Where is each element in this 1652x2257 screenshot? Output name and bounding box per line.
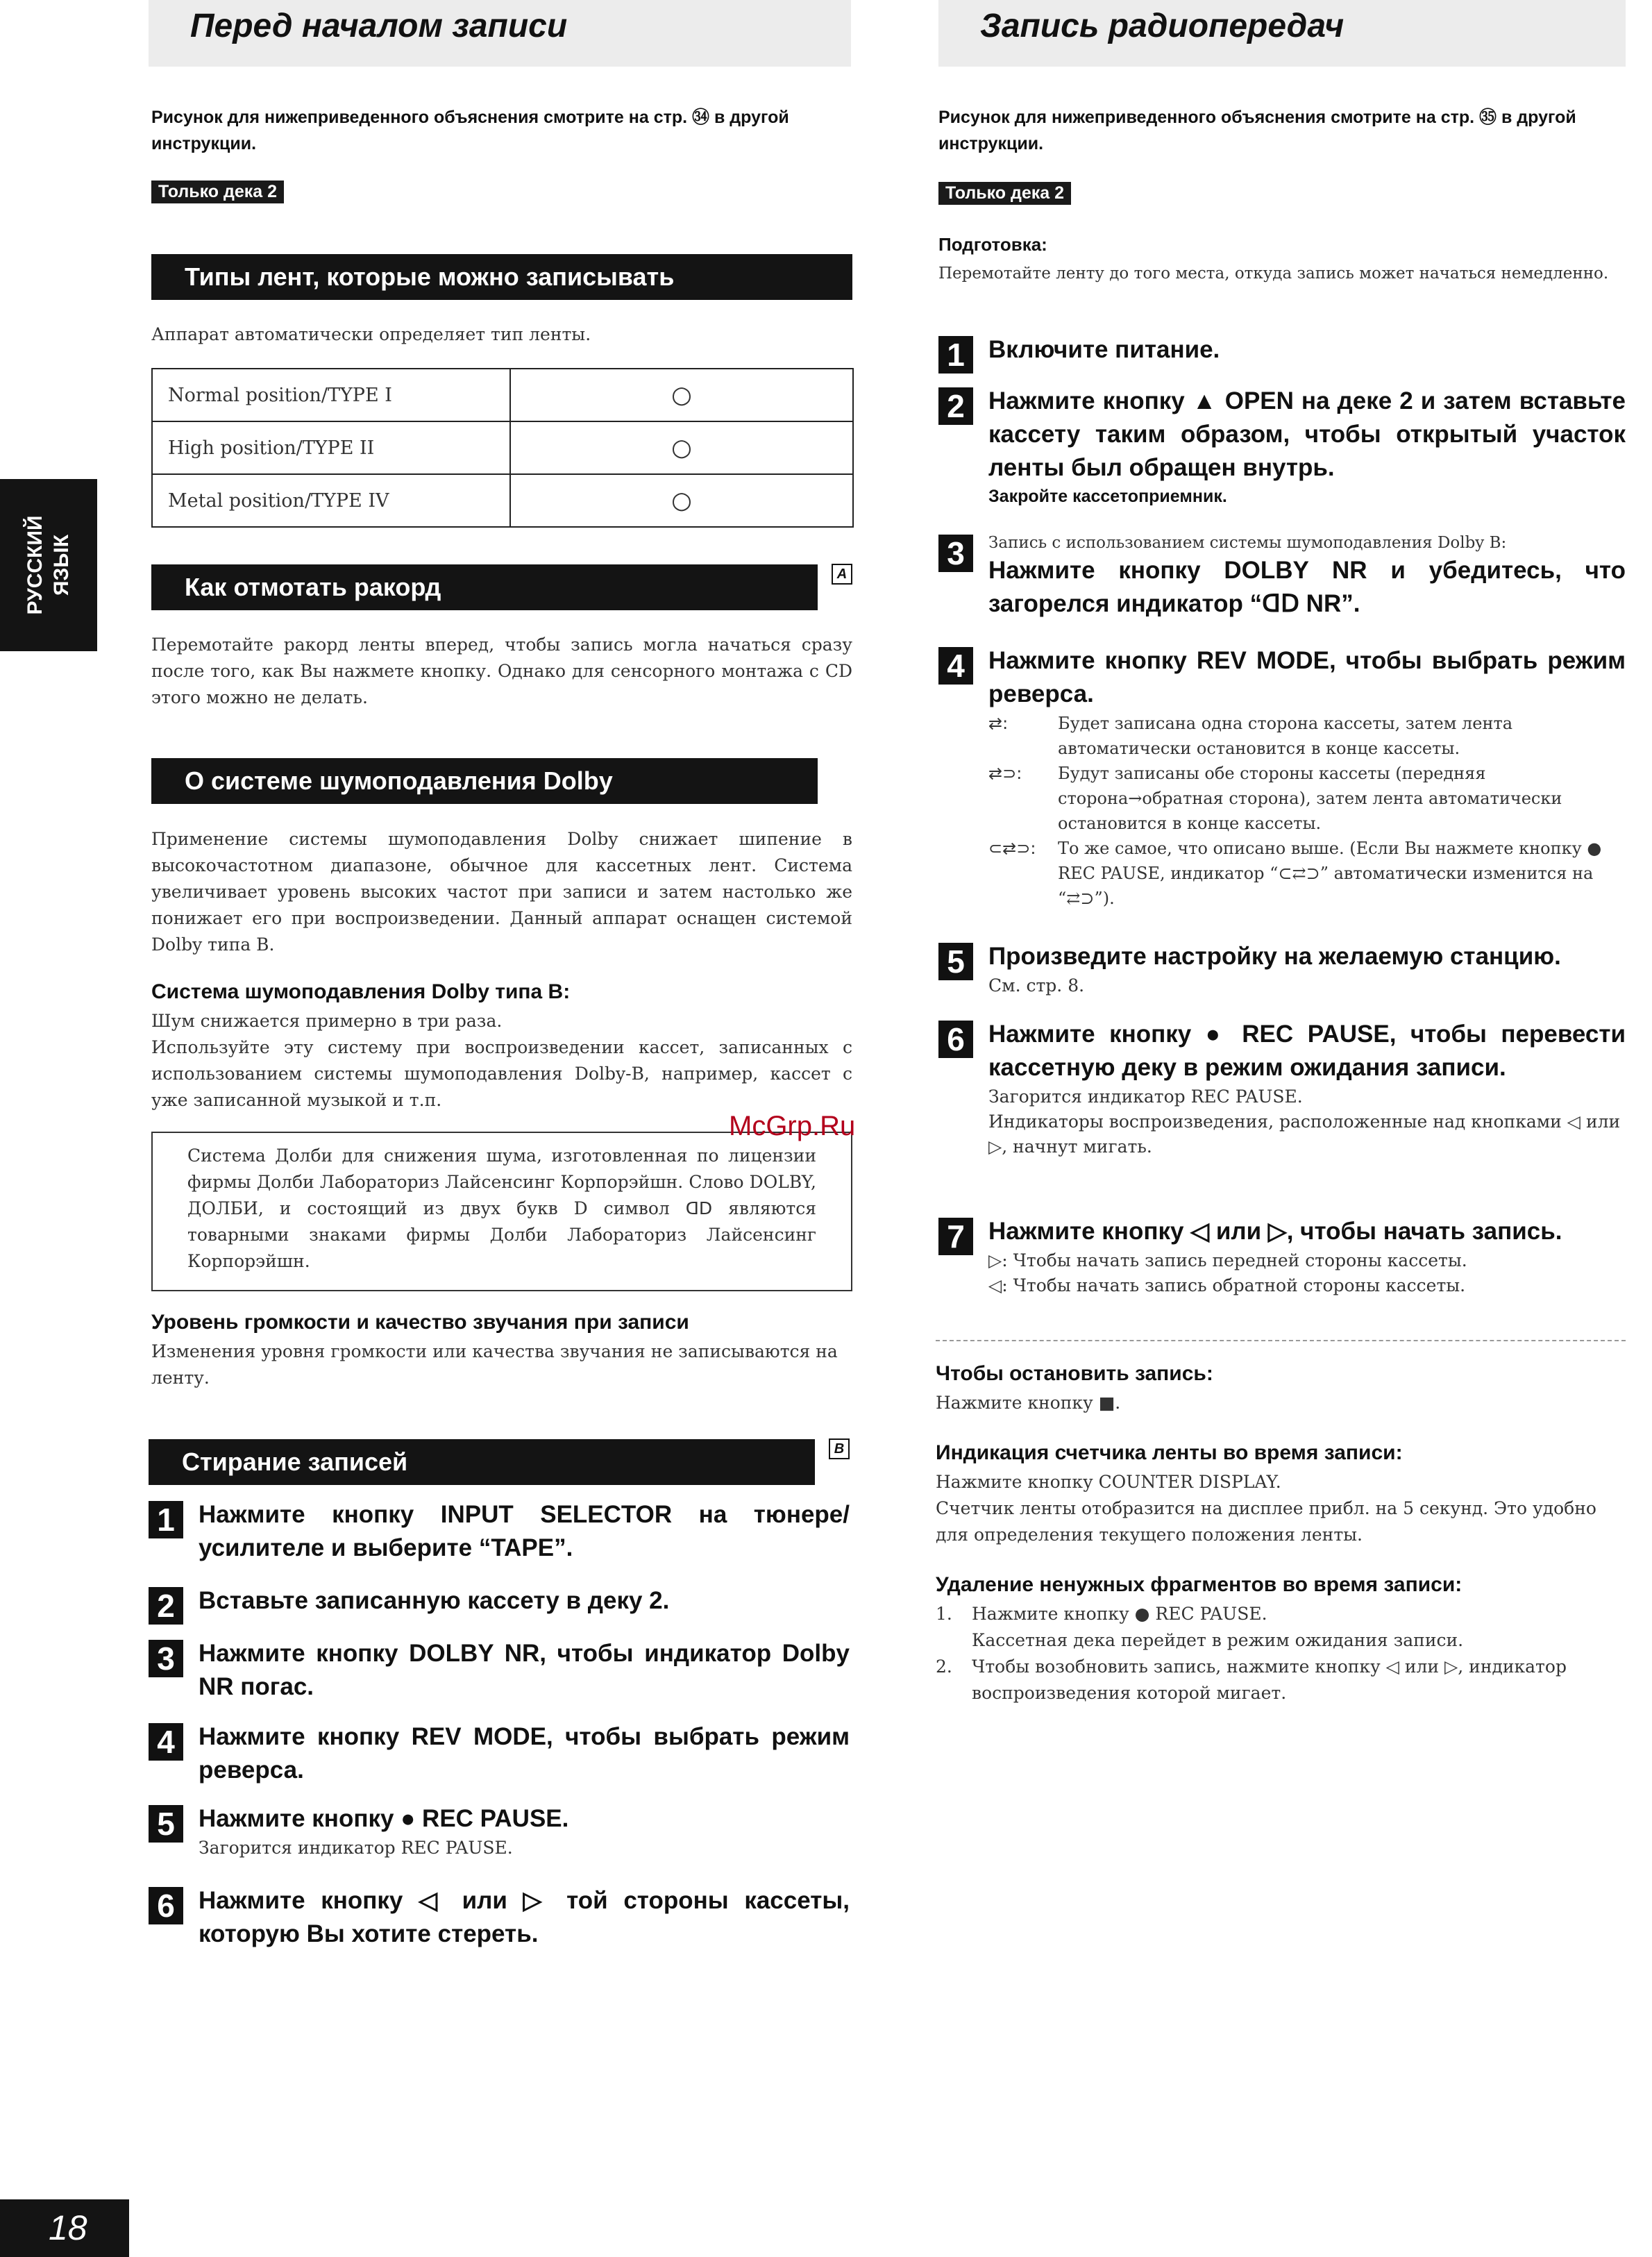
list-item-sub: Кассетная дека перейдет в режим ожидания записи.	[972, 1630, 1464, 1650]
dolby-sub-line2: Используйте эту систему при воспроизведении кассет, записанных с использованием системы шумоподавления Dolby-B, например, кассет с уже записанной музыкой и т.п.	[151, 1037, 852, 1110]
step-number: 1	[149, 1501, 183, 1538]
record-step-7	[938, 1215, 1626, 1298]
dolby-bar	[151, 758, 818, 804]
table-row	[152, 369, 853, 421]
record-step-5	[938, 940, 1626, 998]
counter-line1: Нажмите кнопку COUNTER DISPLAY.	[936, 1472, 1281, 1492]
step-title: Произведите настройку на желаемую станцию.	[988, 943, 1561, 970]
rev-mode-icon: ⊂⇄⊃:	[988, 839, 1036, 858]
right-badge-wrap	[938, 182, 1071, 205]
list-item-text: Чтобы возобновить запись, нажмите кнопку ◁ или ▷, индикатор воспроизведения которой мигает.	[972, 1656, 1567, 1703]
step-title: Нажмите кнопку ▲ OPEN на деке 2 и затем вставьте кассету таким образом, чтобы открытый участок ленты был обращен внутрь.	[988, 387, 1626, 481]
tape-types-title: Типы лент, которые можно записывать	[185, 262, 675, 291]
erase-step	[149, 1720, 850, 1787]
record-step-3	[938, 532, 1626, 621]
step-number: 2	[938, 387, 973, 425]
left-badge-wrap	[151, 181, 284, 203]
list-item	[936, 1601, 1626, 1654]
tape-types-table	[151, 368, 854, 528]
step-number: 6	[149, 1887, 183, 1924]
step-bold-note: Закройте кассетоприемник.	[988, 487, 1227, 506]
rev-mode-text: То же самое, что описано выше. (Если Вы нажмете кнопку ● REC PAUSE, индикатор “⊂⇄⊃” автоматически изменится на “⇄⊃”).	[1058, 839, 1602, 908]
prep-label: Подготовка:	[938, 234, 1047, 255]
leader-text: Перемотайте ракорд ленты вперед, чтобы запись могла начаться сразу после того, как Вы нажмете кнопку. Однако для сенсорного монтажа с CD этого можно не делать.	[151, 635, 852, 707]
counter-line2: Счетчик ленты отобразится на дисплее прибл. на 5 секунд. Это удобно для определения текущего положения ленты.	[936, 1498, 1596, 1545]
leader-title: Как отмотать ракорд	[185, 573, 441, 601]
list-item	[988, 761, 1626, 836]
section-divider	[936, 1340, 1626, 1341]
stop-title: Чтобы остановить запись:	[936, 1362, 1213, 1385]
step-title: Вставьте записанную кассету в деку 2.	[199, 1587, 670, 1614]
step-title: Нажмите кнопку ● REC PAUSE, чтобы перевести кассетную деку в режим ожидания записи.	[988, 1021, 1626, 1081]
left-deck-badge: Только дека 2	[151, 181, 284, 203]
step-note: ◁: Чтобы начать запись обратной стороны кассеты.	[988, 1275, 1466, 1295]
step-number: 1	[938, 336, 973, 374]
left-header	[149, 0, 851, 67]
erase-step	[149, 1637, 850, 1704]
dolby-text: Применение системы шумоподавления Dolby снижает шипение в высокочастотном диапазоне, обычное для кассетных лент. Система увеличивает уровень высоких частот при записи и затем настолько же понижает его при воспроизведении. Данный аппарат оснащен системой Dolby типа B.	[151, 829, 852, 955]
stop-text: Нажмите кнопку ■.	[936, 1393, 1121, 1413]
erase-title: Стирание записей	[182, 1448, 408, 1476]
tape-types-bar	[151, 254, 852, 300]
tape-types-desc: Аппарат автоматически определяет тип ленты.	[151, 324, 591, 344]
step-title: Нажмите кнопку REV MODE, чтобы выбрать режим реверса.	[988, 647, 1626, 707]
level-title: Уровень громкости и качество звучания при записи	[151, 1311, 689, 1334]
step-note: Загорится индикатор REC PAUSE.	[199, 1838, 513, 1858]
watermark: McGrp.Ru	[729, 1111, 856, 1141]
step-note: ▷: Чтобы начать запись передней стороны кассеты.	[988, 1250, 1467, 1270]
rev-mode-icon: ⇄⊃:	[988, 764, 1022, 783]
left-header-title: Перед началом записи	[190, 8, 568, 44]
tape-type-mark: ○	[510, 421, 853, 474]
step-number: 4	[938, 647, 973, 685]
erase-step	[149, 1802, 850, 1861]
step-title: Нажмите кнопку REV MODE, чтобы выбрать режим реверса.	[199, 1723, 850, 1784]
step-title: Нажмите кнопку INPUT SELECTOR на тюнере/усилителе и выберите “TAPE”.	[199, 1501, 850, 1561]
list-item-number: 2.	[936, 1656, 952, 1677]
remove-list	[936, 1601, 1626, 1706]
step-pre-note: Запись с использованием системы шумоподавления Dolby B:	[988, 534, 1507, 552]
rev-mode-text: Будет записана одна сторона кассеты, затем лента автоматически остановится в конце кассеты.	[1058, 714, 1513, 758]
erase-step	[149, 1498, 850, 1565]
side-tab-line2: ЯЗЫК	[50, 534, 73, 596]
prep-text: Перемотайте ленту до того места, откуда запись может начаться немедленно.	[938, 265, 1609, 283]
step-note: Индикаторы воспроизведения, расположенные над кнопками ◁ или ▷, начнут мигать.	[988, 1111, 1621, 1157]
record-step-1	[938, 333, 1626, 373]
step-number: 2	[149, 1587, 183, 1625]
list-item	[988, 711, 1626, 761]
leader-bar	[151, 564, 818, 610]
tape-type-name: Normal position/TYPE I	[152, 369, 510, 421]
right-header	[938, 0, 1626, 67]
erase-step	[149, 1884, 850, 1951]
tape-type-name: Metal position/TYPE IV	[152, 474, 510, 527]
tape-type-mark: ○	[510, 474, 853, 527]
step-number: 3	[149, 1640, 183, 1677]
side-tab-line1: РУССКИЙ	[24, 515, 47, 615]
record-step-4	[938, 644, 1626, 911]
step-title: Нажмите кнопку ◁ или ▷, чтобы начать запись.	[988, 1218, 1562, 1245]
left-intro: Рисунок для нижеприведенного объяснения смотрите на стр. ㉞ в другой инструкции.	[151, 108, 789, 153]
table-row	[152, 421, 853, 474]
step-number: 6	[938, 1021, 973, 1058]
step-number: 7	[938, 1218, 973, 1255]
level-text: Изменения уровня громкости или качества звучания не записываются на ленту.	[151, 1341, 838, 1388]
erase-step	[149, 1584, 850, 1624]
right-deck-badge: Только дека 2	[938, 182, 1071, 205]
remove-title: Удаление ненужных фрагментов во время записи:	[936, 1573, 1463, 1596]
list-item	[936, 1654, 1626, 1706]
step-note: См. стр. 8.	[988, 975, 1085, 996]
dolby-trademark-box: Система Долби для снижения шума, изготовленная по лицензии фирмы Долби Лабораториз Лайсенсинг Корпорэйшн. Слово DOLBY, ДОЛБИ, и состоящий из двух букв D символ ᗡᗞ являются товарными знаками фирмы Долби Лабораториз Лайсенсинг Корпорэйшн.	[151, 1132, 852, 1291]
right-intro: Рисунок для нижеприведенного объяснения смотрите на стр. ㉟ в другой инструкции.	[938, 108, 1576, 153]
section-marker-a: A	[832, 564, 852, 585]
list-item	[988, 836, 1626, 911]
counter-title: Индикация счетчика ленты во время записи:	[936, 1441, 1403, 1464]
step-title: Включите питание.	[988, 336, 1220, 363]
step-title: Нажмите кнопку DOLBY NR и убедитесь, что загорелся индикатор “ᗡᗞ NR”.	[988, 557, 1626, 617]
step-number: 3	[938, 535, 973, 572]
rev-mode-list	[988, 711, 1626, 911]
record-step-2	[938, 385, 1626, 508]
tape-type-mark: ○	[510, 369, 853, 421]
erase-bar	[149, 1439, 815, 1485]
dolby-subhead: Система шумоподавления Dolby типа B:	[151, 980, 571, 1003]
step-number: 4	[149, 1723, 183, 1761]
dolby-title: О системе шумоподавления Dolby	[185, 766, 613, 795]
list-item-text: Нажмите кнопку ● REC PAUSE.	[972, 1604, 1267, 1624]
step-number: 5	[149, 1805, 183, 1843]
right-header-title: Запись радиопередач	[980, 8, 1345, 44]
step-number: 5	[938, 943, 973, 980]
table-row	[152, 474, 853, 527]
dolby-sub-line1: Шум снижается примерно в три раза.	[151, 1011, 503, 1031]
tape-type-name: High position/TYPE II	[152, 421, 510, 474]
step-title: Нажмите кнопку ◁ или ▷ той стороны кассеты, которую Вы хотите стереть.	[199, 1887, 850, 1947]
record-step-6	[938, 1018, 1626, 1159]
step-note: Загорится индикатор REC PAUSE.	[988, 1086, 1303, 1107]
page-number: 18	[0, 2199, 129, 2257]
tape-types-table-wrap	[151, 368, 854, 528]
step-title: Нажмите кнопку ● REC PAUSE.	[199, 1805, 569, 1832]
step-title: Нажмите кнопку DOLBY NR, чтобы индикатор Dolby NR погас.	[199, 1640, 850, 1700]
rev-mode-text: Будут записаны обе стороны кассеты (передняя сторона→обратная сторона), затем лента автоматически остановится в конце кассеты.	[1058, 764, 1562, 833]
section-marker-b: B	[829, 1438, 850, 1459]
language-side-tab	[0, 479, 97, 651]
rev-mode-icon: ⇄:	[988, 714, 1009, 733]
list-item-number: 1.	[936, 1604, 952, 1624]
